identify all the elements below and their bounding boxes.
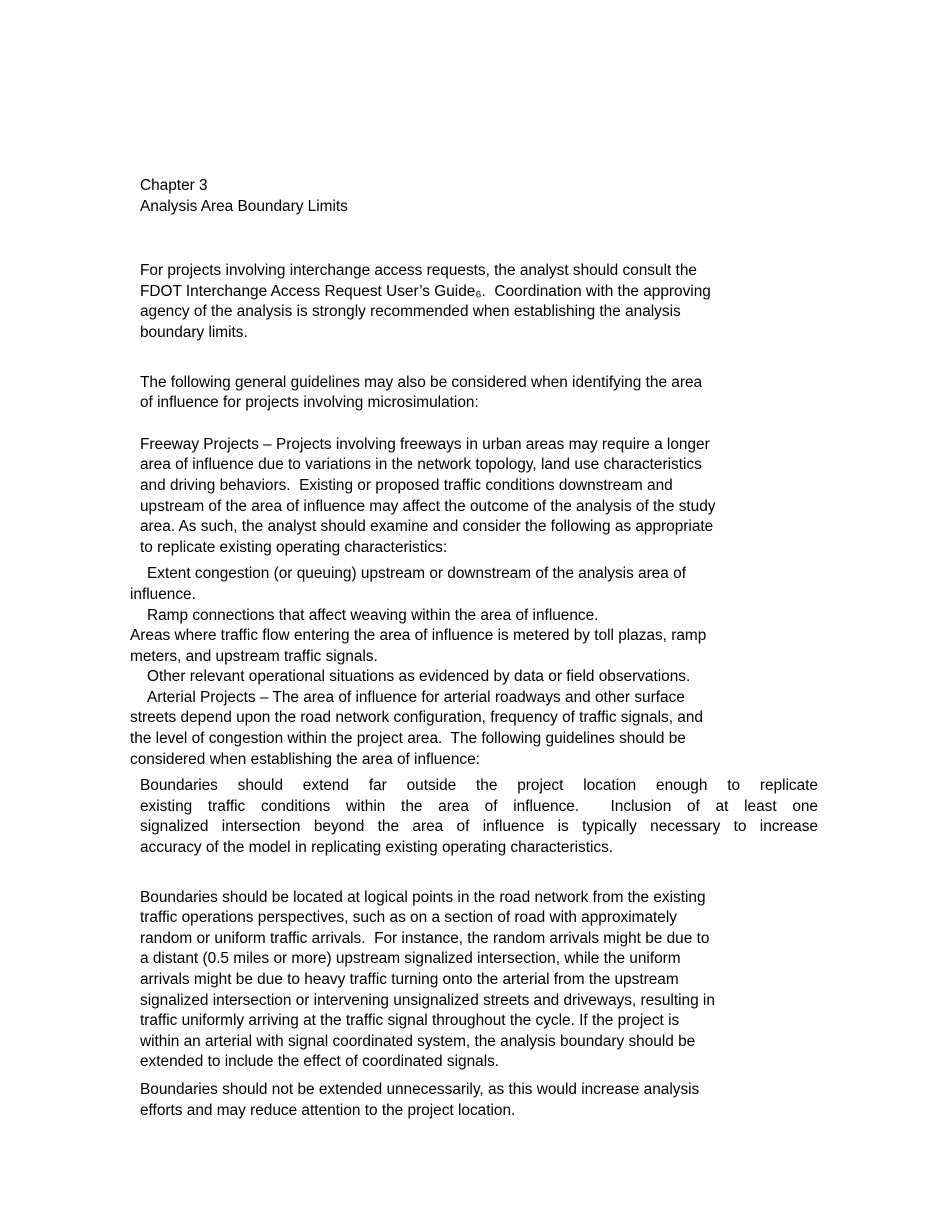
text-line: Arterial Projects – The area of influence for arterial roadways and other surface — [147, 688, 685, 706]
text-line: Ramp connections that affect weaving within the area of influence. — [147, 606, 599, 624]
text-line: traffic uniformly arriving at the traffic signal throughout the cycle. If the project is — [140, 1012, 680, 1030]
text-line: and driving behaviors. Existing or proposed traffic conditions downstream and — [140, 476, 673, 494]
text-line: within an arterial with signal coordinated system, the analysis boundary should be — [140, 1032, 696, 1050]
text-line: FDOT Interchange Access Request User’s Guide₆. Coordination with the approving — [140, 282, 711, 300]
paragraph-boundaries-logical-points — [140, 888, 818, 1073]
text-line: signalized intersection or intervening unsignalized streets and driveways, resulting in — [140, 991, 715, 1009]
text-line: area. As such, the analyst should examine and consider the following as appropriate — [140, 518, 714, 536]
text-line: Boundaries should not be extended unnecessarily, as this would increase analysis — [140, 1080, 700, 1098]
text-line: Other relevant operational situations as evidenced by data or field observations. — [147, 668, 691, 686]
paragraph-boundaries-extend — [140, 776, 818, 858]
text-line: efforts and may reduce attention to the project location. — [140, 1101, 516, 1119]
text-line: Freeway Projects – Projects involving freeways in urban areas may require a longer — [140, 435, 710, 453]
text-line: For projects involving interchange access requests, the analyst should consult the — [140, 262, 697, 280]
text-line: traffic operations perspectives, such as on a section of road with approximately — [140, 909, 677, 927]
paragraph-general-guidelines — [140, 373, 818, 414]
text-line: agency of the analysis is strongly recommended when establishing the analysis — [140, 303, 681, 321]
text-line: signalized intersection beyond the area of influence is typically necessary to increase — [140, 818, 818, 836]
paragraph-boundaries-not-extended — [140, 1080, 818, 1121]
text-line: the level of congestion within the project area. The following guidelines should be — [130, 730, 686, 748]
text-line: boundary limits. — [140, 323, 248, 341]
text-line: area of influence due to variations in the network topology, land use characteristics — [140, 456, 702, 474]
text-line: influence. — [130, 585, 196, 603]
text-line: Analysis Area Boundary Limits — [140, 197, 348, 215]
list-freeway-considerations — [130, 564, 818, 770]
text-line: to replicate existing operating characteristics: — [140, 538, 448, 556]
text-line: Boundaries should be located at logical points in the road network from the existing — [140, 888, 706, 906]
document-content — [130, 176, 818, 1121]
text-line: random or uniform traffic arrivals. For instance, the random arrivals might be due to — [140, 929, 710, 947]
text-line: existing traffic conditions within the area of influence. Inclusion of at least one — [140, 797, 818, 815]
text-line: Areas where traffic flow entering the area of influence is metered by toll plazas, ramp — [130, 627, 707, 645]
text-line: arrivals might be due to heavy traffic turning onto the arterial from the upstream — [140, 971, 679, 988]
text-line: Boundaries should extend far outside the project location enough to replicate — [140, 777, 818, 795]
paragraph-interchange-access — [140, 261, 818, 343]
text-line: Extent congestion (or queuing) upstream or downstream of the analysis area of — [147, 565, 686, 583]
text-line: streets depend upon the road network configuration, frequency of traffic signals, and — [130, 709, 703, 727]
text-line: upstream of the area of influence may affect the outcome of the analysis of the study — [140, 497, 716, 515]
text-line: accuracy of the model in replicating existing operating characteristics. — [140, 839, 614, 857]
text-line: The following general guidelines may also be considered when identifying the area — [140, 373, 703, 391]
text-line: meters, and upstream traffic signals. — [130, 647, 378, 665]
text-line: considered when establishing the area of influence: — [130, 750, 480, 768]
text-line: Chapter 3 — [140, 177, 208, 194]
chapter-heading — [140, 176, 818, 217]
text-line: a distant (0.5 miles or more) upstream signalized intersection, while the uniform — [140, 950, 681, 968]
paragraph-freeway-projects — [140, 435, 818, 559]
text-line: of influence for projects involving microsimulation: — [140, 394, 479, 412]
text-line: extended to include the effect of coordinated signals. — [140, 1053, 500, 1071]
